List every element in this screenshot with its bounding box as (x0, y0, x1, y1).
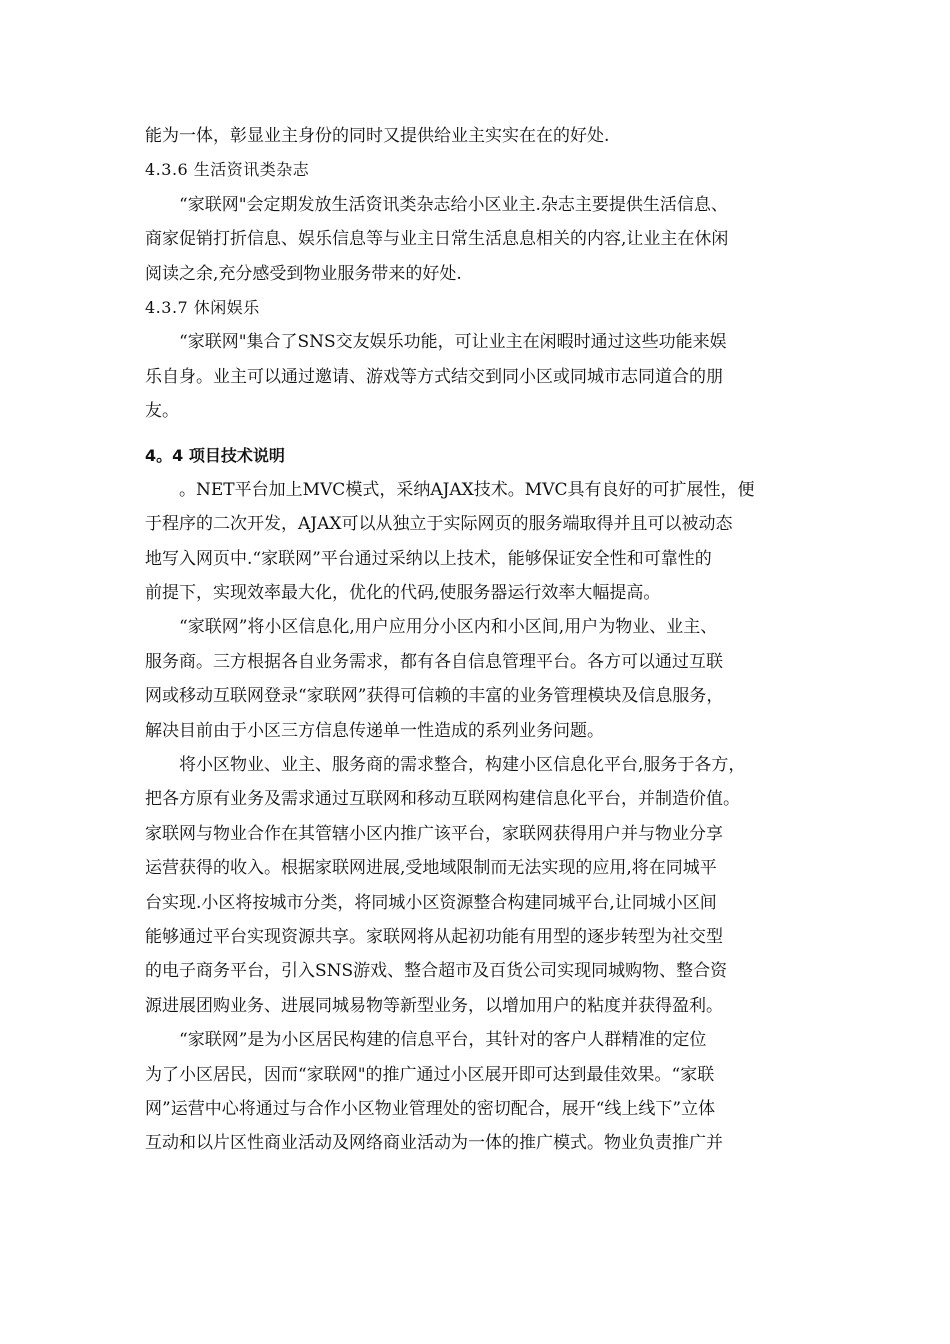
paragraph-line: 能为一体，彰显业主身份的同时又提供给业主实实在在的好处. (145, 126, 610, 146)
paragraph-line: 运营获得的收入。根据家联网进展,受地域限制而无法实现的应用,将在同城平 (145, 858, 717, 879)
paragraph-line: 将小区物业、业主、服务商的需求整合，构建小区信息化平台,服务于各方， (179, 755, 746, 776)
paragraph-line: “家联网"集合了SNS交友娱乐功能，可让业主在闲暇时通过这些功能来娱 (179, 332, 727, 353)
paragraph-line: 。NET平台加上MVC模式，采纳AJAX技术。MVC具有良好的可扩展性，便 (179, 479, 755, 500)
paragraph-line: 阅读之余,充分感受到物业服务带来的好处. (145, 263, 462, 284)
section-heading-4-4: 4。4 项目技术说明 (145, 445, 285, 465)
paragraph-line: 的电子商务平台，引入SNS游戏、整合超市及百货公司实现同城购物、整合资 (145, 961, 728, 982)
section-heading-4-3-6: 4.3.6 生活资讯类杂志 (145, 160, 310, 180)
paragraph-line: 友。 (145, 401, 179, 422)
paragraph-line: 源进展团购业务、进展同城易物等新型业务，以增加用户的粘度并获得盈利。 (145, 995, 723, 1016)
paragraph-line: 商家促销打折信息、娱乐信息等与业主日常生活息息相关的内容,让业主在休闲 (145, 229, 729, 250)
paragraph-line: 前提下，实现效率最大化，优化的代码,使服务器运行效率大幅提高。 (145, 583, 661, 604)
paragraph-line: 解决目前由于小区三方信息传递单一性造成的系列业务问题。 (145, 720, 604, 741)
paragraph-line: 乐自身。业主可以通过邀请、游戏等方式结交到同小区或同城市志同道合的朋 (145, 366, 723, 387)
paragraph-line: 家联网与物业合作在其管辖小区内推广该平台，家联网获得用户并与物业分享 (145, 823, 723, 844)
paragraph-line: 把各方原有业务及需求通过互联网和移动互联网构建信息化平台，并制造价值。 (145, 789, 740, 810)
paragraph-line: 网或移动互联网登录“家联网”获得可信赖的丰富的业务管理模块及信息服务， (145, 686, 724, 707)
document-page (145, 119, 825, 1161)
section-heading-4-3-7: 4.3.7 休闲娱乐 (145, 297, 260, 317)
paragraph-line: 于程序的二次开发，AJAX可以从独立于实际网页的服务端取得并且可以被动态 (145, 514, 733, 535)
paragraph-line: 互动和以片区性商业活动及网络商业活动为一体的推广模式。物业负责推广并 (145, 1133, 723, 1154)
paragraph-line: “家联网"会定期发放生活资讯类杂志给小区业主.杂志主要提供生活信息、 (179, 194, 728, 215)
paragraph-line: 网”运营中心将通过与合作小区物业管理处的密切配合，展开“线上线下”立体 (145, 1098, 716, 1119)
paragraph-line: “家联网”将小区信息化,用户应用分小区内和小区间,用户为物业、业主、 (179, 617, 718, 638)
paragraph-line: “家联网”是为小区居民构建的信息平台，其针对的客户人群精准的定位 (179, 1030, 707, 1051)
paragraph-line: 台实现.小区将按城市分类，将同城小区资源整合构建同城平台,让同城小区间 (145, 892, 717, 913)
paragraph-line: 服务商。三方根据各自业务需求，都有各自信息管理平台。各方可以通过互联 (145, 651, 723, 672)
paragraph-line: 能够通过平台实现资源共享。家联网将从起初功能有用型的逐步转型为社交型 (145, 926, 723, 947)
paragraph-line: 地写入网页中.“家联网”平台通过采纳以上技术，能够保证安全性和可靠性的 (145, 548, 712, 569)
paragraph-line: 为了小区居民，因而“家联网"的推广通过小区展开即可达到最佳效果。“家联 (145, 1064, 715, 1085)
